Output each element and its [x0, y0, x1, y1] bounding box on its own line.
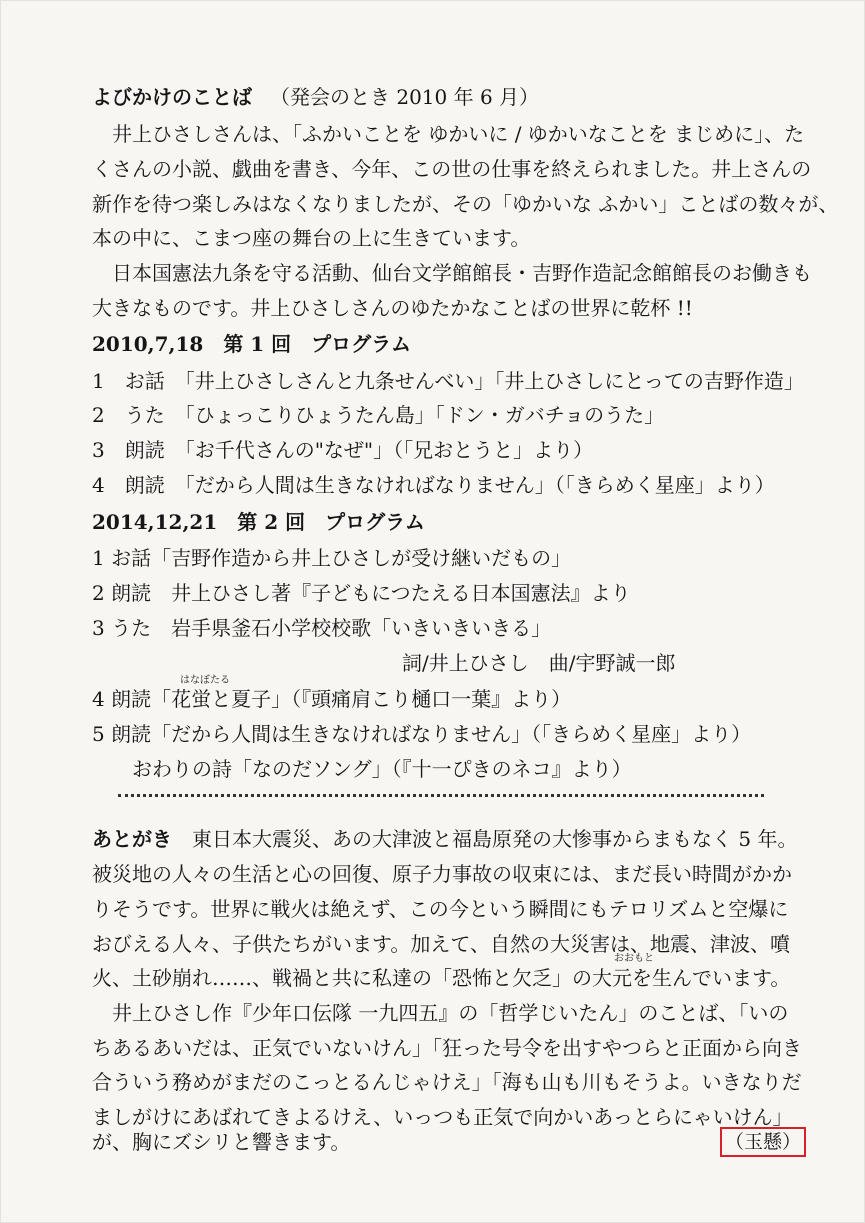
- program1-item-1: 1 お話 「井上ひさしさんと九条せんべい」「井上ひさしにとっての吉野作造」: [92, 369, 804, 393]
- intro-heading: [92, 84, 539, 110]
- program2-item-5: 5 朗読「だから人間は生きなければなりません」（「きらめく星座」より）: [92, 722, 752, 746]
- program1-item-3: 3 朗読 「お千代さんの"なぜ"」（「兄おとうと」より）: [92, 438, 594, 462]
- intro-line-3: 新作を待つ楽しみはなくなりましたが、その「ゆかいな ふかい」ことばの数々が、: [92, 192, 839, 216]
- ruby-oomoto: おおもと: [614, 953, 654, 964]
- afterword-line-4: おびえる人々、子供たちがいます。加えて、自然の大災害は、地震、津波、噴: [92, 932, 790, 956]
- afterword-line-5: 火、土砂崩れ……、戦禍と共に私達の「恐怖と欠乏」の大元を生んでいます。: [92, 966, 791, 990]
- afterword-line-6: 井上ひさし作『少年口伝隊 一九四五』の「哲学じいたん」のことば、「いの: [92, 1001, 789, 1025]
- afterword-line-7: ちあるあいだは、正気でいないけん」「狂った号令を出すやつらと正面から向き: [92, 1036, 802, 1060]
- intro-line-1: 井上ひさしさんは、「ふかいことを ゆかいに / ゆかいなことを まじめに」、た: [92, 122, 805, 146]
- program2-closing: おわりの詩「なのだソング」（『十一ぴきのネコ』より）: [132, 757, 632, 781]
- program2-item-3-credit: 詞/井上ひさし 曲/宇野誠一郎: [402, 651, 676, 675]
- program2-item-4: 4 朗読「花蛍と夏子」（『頭痛肩こり樋口一葉』より）: [92, 687, 572, 711]
- program2-item-2: 2 朗読 井上ひさし著『子どもにつたえる日本国憲法』より: [92, 581, 631, 605]
- afterword-line-2: 被災地の人々の生活と心の回復、原子力事故の収束には、まだ長い時間がかか: [92, 862, 792, 886]
- afterword-line-10: が、胸にズシリと響きます。: [92, 1130, 351, 1154]
- afterword-label: あとがき: [92, 827, 172, 851]
- program2-heading: 2014,12,21 第 2 回 プログラム: [92, 510, 425, 534]
- program1-heading: 2010,7,18 第 1 回 プログラム: [92, 332, 411, 356]
- afterword-line-1-text: 東日本大震災、あの大津波と福島原発の大惨事からまもなく 5 年。: [172, 827, 798, 851]
- dotted-divider: [118, 794, 764, 797]
- intro-line-6: 大きなものです。井上ひさしさんのゆたかなことばの世界に乾杯 !!: [92, 296, 693, 320]
- intro-heading-text: よびかけのことば: [92, 85, 252, 109]
- program1-item-2: 2 うた 「ひょっこりひょうたん島」「ドン・ガバチョのうた」: [92, 403, 665, 427]
- program2-item-1: 1 お話「吉野作造から井上ひさしが受け継いだもの」: [92, 546, 572, 570]
- intro-heading-note: （発会のとき 2010 年 6 月）: [270, 85, 540, 109]
- intro-line-4: 本の中に、こまつ座の舞台の上に生きています。: [92, 226, 531, 250]
- program2-item-3: 3 うた 岩手県釜石小学校校歌「いきいきいきる」: [92, 616, 552, 640]
- intro-line-2: くさんの小説、戯曲を書き、今年、この世の仕事を終えられました。井上さんの: [92, 157, 812, 181]
- intro-line-5: 日本国憲法九条を守る活動、仙台文学館館長・吉野作造記念館館長のお働きも: [92, 261, 812, 285]
- afterword-line-9: ましがけにあばれてきよるけえ、いっつも正気で向かいあっとらにゃいけん」: [92, 1105, 793, 1129]
- afterword-line-1: [92, 826, 797, 852]
- program1-item-4: 4 朗読 「だから人間は生きなければなりません」（「きらめく星座」より）: [92, 473, 775, 497]
- afterword-line-8: 合ういう務めがまだのこっとるんじゃけえ」「海も山も川もそうよ。いきなりだ: [92, 1070, 802, 1094]
- ruby-hanabotaru: はなぼたる: [180, 675, 230, 686]
- signature-stamp: （玉懸）: [720, 1127, 806, 1157]
- afterword-line-3: りそうです。世界に戦火は絶えず、この今という瞬間にもテロリズムと空爆に: [92, 897, 789, 921]
